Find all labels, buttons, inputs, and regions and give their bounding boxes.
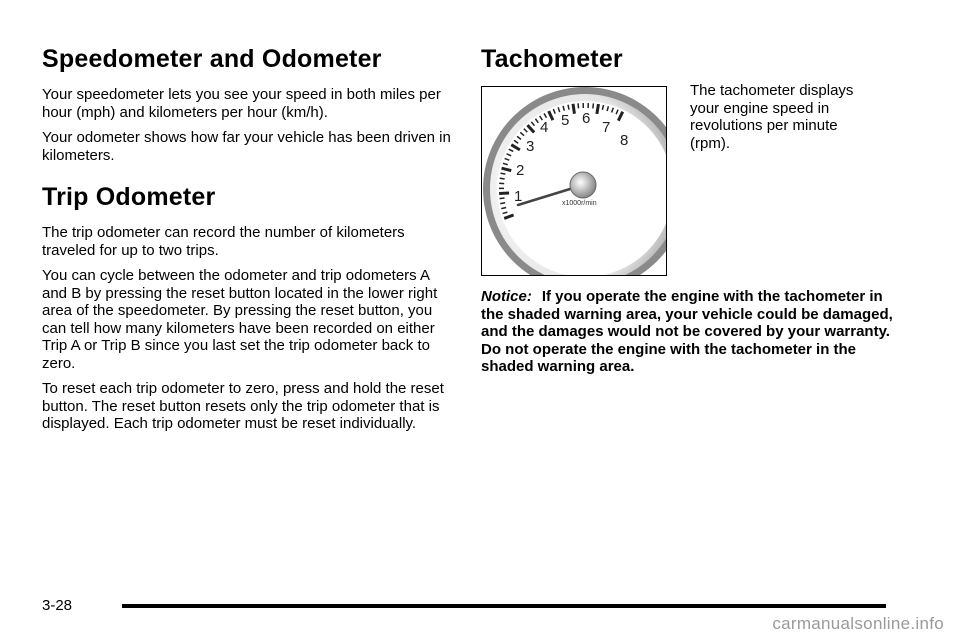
gauge-number-2: 2 <box>516 162 525 179</box>
gauge-tick <box>500 178 505 179</box>
gauge-number-1: 1 <box>514 188 523 205</box>
gauge-tick <box>568 105 569 110</box>
right-column <box>481 44 901 376</box>
trip-paragraph-2: You can cycle between the odometer and trip odometers A and B by pressing the reset button located in the lower right area of the speedometer. By pressing the reset button, you can tell how many kilometers have been recorded on either Trip A or Trip B since you last set the trip odometer back to zero. <box>42 267 438 372</box>
gauge-tick <box>602 105 603 110</box>
tachometer-gauge-svg <box>482 87 667 276</box>
speedometer-paragraph-1: Your speedometer lets you see your speed in both miles per hour (mph) and kilometers per hour (km/h). <box>42 86 441 121</box>
tachometer-description-text: The tachometer displays your engine speed in revolutions per minute (rpm). <box>690 82 854 152</box>
gauge-tick <box>500 173 505 174</box>
trip-paragraph-3: To reset each trip odometer to zero, press and hold the reset button. The reset button resets only the trip odometer that is displayed. Each trip odometer must be reset individually. <box>42 380 444 432</box>
gauge-hub <box>570 172 596 198</box>
gauge-tick <box>573 104 574 114</box>
watermark: carmanualsonline.info <box>772 614 944 633</box>
left-column <box>42 44 452 441</box>
tachometer-description <box>690 82 870 152</box>
trip-paragraph-1: The trip odometer can record the number of kilometers traveled for up to two trips. <box>42 224 405 259</box>
notice-block <box>481 288 901 376</box>
gauge-number-5: 5 <box>561 112 570 129</box>
notice-text: If you operate the engine with the tachometer in the shaded warning area, your vehicle could be damaged, and the damages would not be covered by your warranty. Do not operate the engine with the tachometer in the shaded warning area. <box>481 288 893 375</box>
gauge-tick <box>500 198 505 199</box>
speedometer-heading: Speedometer and Odometer <box>42 45 382 73</box>
gauge-number-7: 7 <box>602 119 611 136</box>
tachometer-heading: Tachometer <box>481 45 623 73</box>
gauge-tick <box>499 193 509 194</box>
speedometer-paragraph-2: Your odometer shows how far your vehicle has been driven in kilometers. <box>42 129 451 164</box>
gauge-unit-label: x1000r/min <box>562 200 597 207</box>
tachometer-illustration <box>481 86 667 276</box>
tachometer-figure-row <box>481 82 901 282</box>
footer-rule <box>122 604 886 608</box>
gauge-tick <box>500 203 505 204</box>
gauge-number-3: 3 <box>526 138 535 155</box>
gauge-tick <box>597 104 599 114</box>
gauge-number-6: 6 <box>582 110 591 127</box>
notice-label: Notice: <box>481 288 532 305</box>
page-number: 3-28 <box>42 597 73 614</box>
trip-odometer-heading: Trip Odometer <box>42 183 216 211</box>
gauge-number-4: 4 <box>540 119 549 136</box>
gauge-number-8: 8 <box>620 132 629 149</box>
